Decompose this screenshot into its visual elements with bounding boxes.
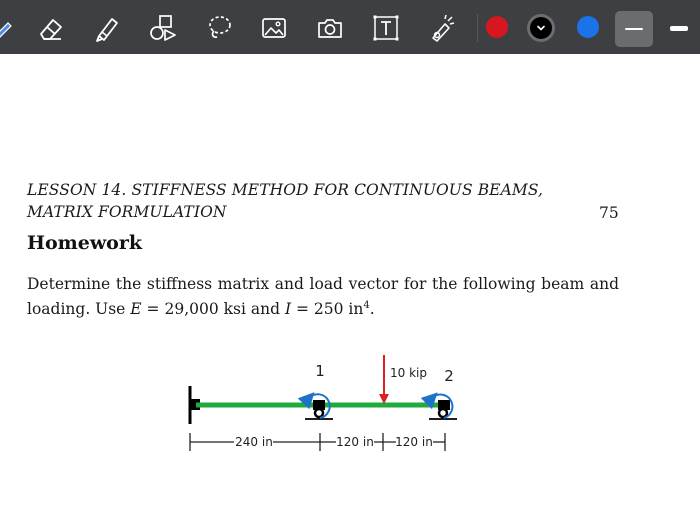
- dimension-label-3: 120 in: [395, 435, 433, 449]
- eraser-tool[interactable]: [34, 11, 68, 45]
- inertia-exponent: 4: [363, 300, 370, 311]
- node-1-label: 1: [315, 362, 325, 380]
- chevron-down-icon: [530, 17, 552, 39]
- color-swatch-black-selected-ring[interactable]: [527, 14, 555, 42]
- thick-line-icon: [670, 26, 688, 31]
- annotation-toolbar: [0, 0, 700, 54]
- eraser-icon: [35, 12, 67, 44]
- page-number: 75: [599, 204, 619, 222]
- section-title: Homework: [27, 232, 143, 254]
- document-page: [0, 54, 700, 525]
- toolbar-divider: [477, 14, 478, 42]
- image-tool[interactable]: [257, 11, 291, 45]
- laser-pointer-icon: [425, 12, 457, 44]
- text-box-tool[interactable]: [369, 11, 403, 45]
- highlighter-icon: [91, 12, 123, 44]
- dimension-label-2: 120 in: [336, 435, 374, 449]
- problem-period: .: [369, 300, 375, 319]
- shapes-icon: [147, 12, 179, 44]
- stroke-thin-button[interactable]: [615, 11, 653, 47]
- dimension-label-1: 240 in: [235, 435, 273, 449]
- highlighter-tool[interactable]: [90, 11, 124, 45]
- problem-text-use: loading. Use: [27, 300, 131, 319]
- color-swatch-black[interactable]: [530, 17, 552, 39]
- color-swatch-red[interactable]: [486, 16, 508, 38]
- text-box-icon: [370, 12, 402, 44]
- running-header-line1: LESSON 14. STIFFNESS METHOD FOR CONTINUOUS BEAMS,: [27, 181, 544, 199]
- problem-line-1: Determine the stiffness matrix and load vector for the following beam and: [27, 275, 619, 293]
- inertia-value: = 250 in: [291, 300, 364, 319]
- pen-icon: [0, 13, 18, 43]
- modulus-symbol: E: [130, 300, 142, 319]
- thin-line-icon: [625, 28, 643, 30]
- camera-icon: [314, 12, 346, 44]
- camera-tool[interactable]: [313, 11, 347, 45]
- modulus-value: = 29,000 ksi and: [141, 300, 285, 319]
- color-swatch-blue[interactable]: [577, 16, 599, 38]
- point-load-label: 10 kip: [390, 366, 427, 380]
- image-icon: [258, 12, 290, 44]
- beam-figure: [0, 54, 700, 525]
- shapes-tool[interactable]: [146, 11, 180, 45]
- node-2-label: 2: [444, 367, 454, 385]
- stroke-thick-button[interactable]: [662, 11, 696, 47]
- pen-tool[interactable]: [0, 11, 20, 45]
- lasso-icon: [203, 12, 235, 44]
- inertia-symbol: I: [284, 300, 292, 319]
- running-header-line2: MATRIX FORMULATION: [27, 203, 227, 221]
- lasso-tool[interactable]: [202, 11, 236, 45]
- laser-pointer-tool[interactable]: [424, 11, 458, 45]
